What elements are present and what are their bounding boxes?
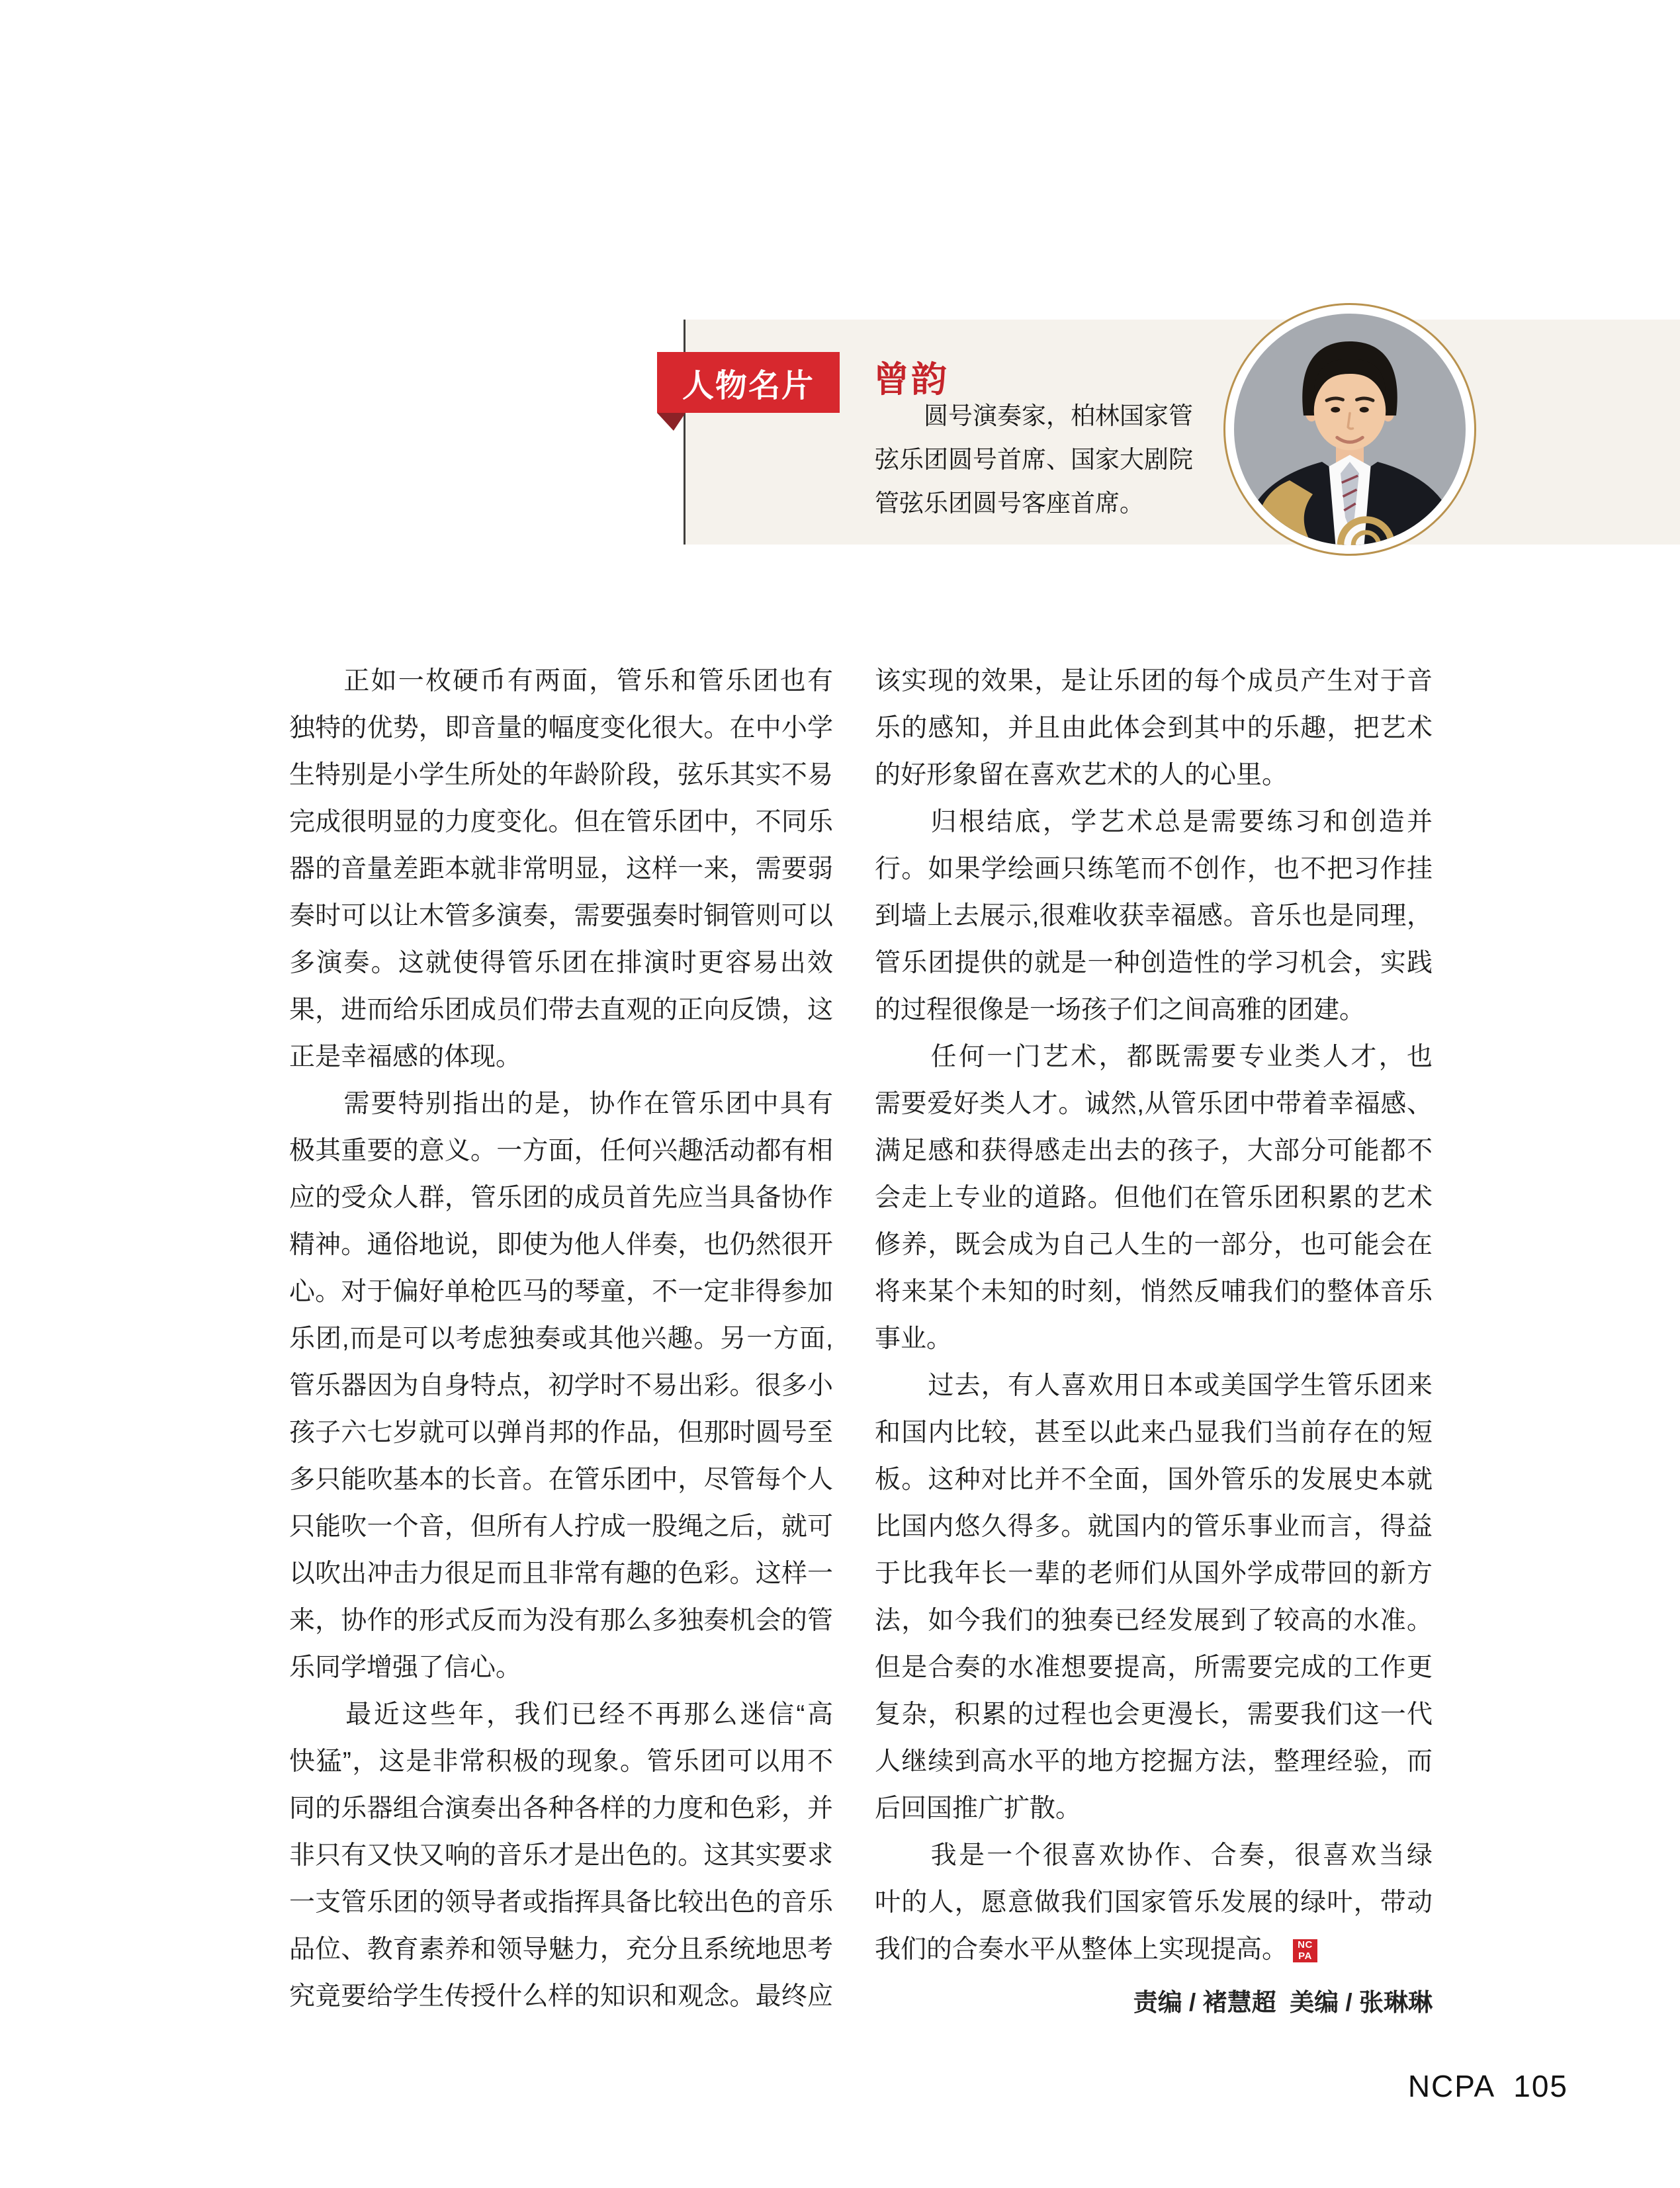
end-mark-top: NC — [1298, 1939, 1313, 1951]
profile-name: 曾韵 — [873, 360, 949, 400]
text-line: 任何一门艺术，都既需要专业类人才，也 — [875, 1043, 1433, 1071]
text-line: 来，协作的形式反而为没有那么多独奏机会的管 — [289, 1606, 833, 1635]
text-line: 以吹出冲击力很足而且非常有趣的色彩。这样一 — [289, 1559, 833, 1588]
profile-bio — [875, 395, 1214, 526]
profile-badge — [657, 352, 840, 413]
ncpa-end-mark-logo — [1293, 1939, 1317, 1962]
text-line: 需要特别指出的是，协作在管乐团中具有 — [289, 1090, 833, 1118]
text-line: 人继续到高水平的地方挖掘方法，整理经验，而 — [875, 1747, 1433, 1776]
text-line: 快猛”，这是非常积极的现象。管乐团可以用不 — [289, 1747, 833, 1776]
text-line: 同的乐器组合演奏出各种各样的力度和色彩，并 — [289, 1794, 833, 1823]
text-line: 极其重要的意义。一方面，任何兴趣活动都有相 — [289, 1137, 833, 1165]
text-line: 的过程很像是一场孩子们之间高雅的团建。 — [875, 996, 1366, 1024]
text-line: 到墙上去展示,很难收获幸福感。音乐也是同理， — [875, 902, 1433, 930]
text-line: 最近这些年，我们已经不再那么迷信“高 — [289, 1700, 833, 1729]
article-right-column — [875, 658, 1433, 1973]
text-line: 只能吹一个音，但所有人拧成一股绳之后，就可 — [289, 1512, 833, 1541]
text-line: 乐同学增强了信心。 — [289, 1653, 522, 1682]
text-line: 心。对于偏好单枪匹马的琴童，不一定非得参加 — [289, 1278, 833, 1306]
text-line: 器的音量差距本就非常明显，这样一来，需要弱 — [289, 855, 833, 883]
portrait-eye-right — [1360, 407, 1369, 412]
page-number: NCPA 105 — [1407, 2069, 1568, 2103]
text-line: 生特别是小学生所处的年龄阶段，弦乐其实不易 — [289, 761, 833, 789]
text-line: 究竟要给学生传授什么样的知识和观念。最终应 — [289, 1982, 833, 2011]
text-line: 正如一枚硬币有两面，管乐和管乐团也有 — [289, 667, 833, 695]
text-line: 复杂，积累的过程也会更漫长，需要我们这一代 — [875, 1700, 1433, 1729]
text-line: 归根结底，学艺术总是需要练习和创造并 — [875, 808, 1433, 836]
portrait-face — [1314, 372, 1386, 451]
text-line: 乐团,而是可以考虑独奏或其他兴趣。另一方面, — [289, 1325, 833, 1353]
text-line: 将来某个未知的时刻，悄然反哺我们的整体音乐 — [875, 1278, 1433, 1306]
text-line: 奏时可以让木管多演奏，需要强奏时铜管则可以 — [289, 902, 833, 930]
text-line: 管乐器因为自身特点，初学时不易出彩。很多小 — [289, 1372, 833, 1400]
text-line: 果，进而给乐团成员们带去直观的正向反馈，这 — [289, 996, 833, 1024]
badge-ribbon-fold — [657, 413, 685, 431]
text-line: 我是一个很喜欢协作、合奏，很喜欢当绿 — [875, 1841, 1433, 1870]
credits-line: 责编 / 褚慧超 美编 / 张琳琳 — [1133, 1989, 1433, 2016]
text-line: 完成很明显的力度变化。但在管乐团中，不同乐 — [289, 808, 833, 836]
article-left-column — [289, 658, 833, 2020]
text-line: 品位、教育素养和领导魅力，充分且系统地思考 — [289, 1935, 833, 1964]
profile-photo — [1234, 314, 1466, 545]
profile-photo-frame — [1223, 303, 1476, 556]
text-line: 法，如今我们的独奏已经发展到了较高的水准。 — [875, 1606, 1433, 1635]
text-line: 满足感和获得感走出去的孩子，大部分可能都不 — [875, 1137, 1433, 1165]
text-line: 会走上专业的道路。但他们在管乐团积累的艺术 — [875, 1184, 1433, 1212]
final-line-text: 我们的合奏水平从整体上实现提高。 — [875, 1935, 1288, 1964]
text-line: 管乐团提供的就是一种创造性的学习机会，实践 — [875, 949, 1433, 977]
text-line: 孩子六七岁就可以弹肖邦的作品，但那时圆号至 — [289, 1419, 833, 1447]
text-line: 需要爱好类人才。诚然,从管乐团中带着幸福感、 — [875, 1090, 1433, 1118]
bio-line: 圆号演奏家，柏林国家管 — [875, 403, 1193, 430]
text-line: 事业。 — [875, 1325, 953, 1353]
text-line: 正是幸福感的体现。 — [289, 1043, 522, 1071]
text-line: 独特的优势，即音量的幅度变化很大。在中小学 — [289, 714, 833, 742]
text-line: 的好形象留在喜欢艺术的人的心里。 — [875, 761, 1288, 789]
profile-badge-label: 人物名片 — [682, 368, 815, 404]
text-line: 精神。通俗地说，即使为他人伴奏，也仍然很开 — [289, 1231, 833, 1259]
text-line: 该实现的效果，是让乐团的每个成员产生对于音 — [875, 667, 1433, 695]
portrait-eye-left — [1331, 407, 1340, 412]
text-line: 后回国推广扩散。 — [875, 1794, 1082, 1823]
text-line: 非只有又快又响的音乐才是出色的。这其实要求 — [289, 1841, 833, 1870]
bio-line: 管弦乐团圆号客座首席。 — [875, 490, 1144, 517]
text-line: 叶的人，愿意做我们国家管乐发展的绿叶，带动 — [875, 1888, 1433, 1917]
text-line: 多只能吹基本的长音。在管乐团中，尽管每个人 — [289, 1466, 833, 1494]
text-line: 比国内悠久得多。就国内的管乐事业而言，得益 — [875, 1512, 1433, 1541]
final-line — [875, 1926, 1433, 1973]
text-line: 过去，有人喜欢用日本或美国学生管乐团来 — [875, 1372, 1433, 1400]
end-mark-bottom: PA — [1298, 1950, 1312, 1962]
text-line: 应的受众人群，管乐团的成员首先应当具备协作 — [289, 1184, 833, 1212]
text-line: 于比我年长一辈的老师们从国外学成带回的新方 — [875, 1559, 1433, 1588]
text-line: 乐的感知，并且由此体会到其中的乐趣，把艺术 — [875, 714, 1433, 742]
text-line: 一支管乐团的领导者或指挥具备比较出色的音乐 — [289, 1888, 833, 1917]
text-line: 多演奏。这就使得管乐团在排演时更容易出效 — [289, 949, 833, 977]
text-line: 和国内比较，甚至以此来凸显我们当前存在的短 — [875, 1419, 1433, 1447]
text-line: 修养，既会成为自己人生的一部分，也可能会在 — [875, 1231, 1433, 1259]
portrait-illustration — [1234, 314, 1466, 545]
bio-line: 弦乐团圆号首席、国家大剧院 — [875, 447, 1193, 474]
text-line: 但是合奏的水准想要提高，所需要完成的工作更 — [875, 1653, 1433, 1682]
text-line: 行。如果学绘画只练笔而不创作，也不把习作挂 — [875, 855, 1433, 883]
text-line: 板。这种对比并不全面，国外管乐的发展史本就 — [875, 1466, 1433, 1494]
